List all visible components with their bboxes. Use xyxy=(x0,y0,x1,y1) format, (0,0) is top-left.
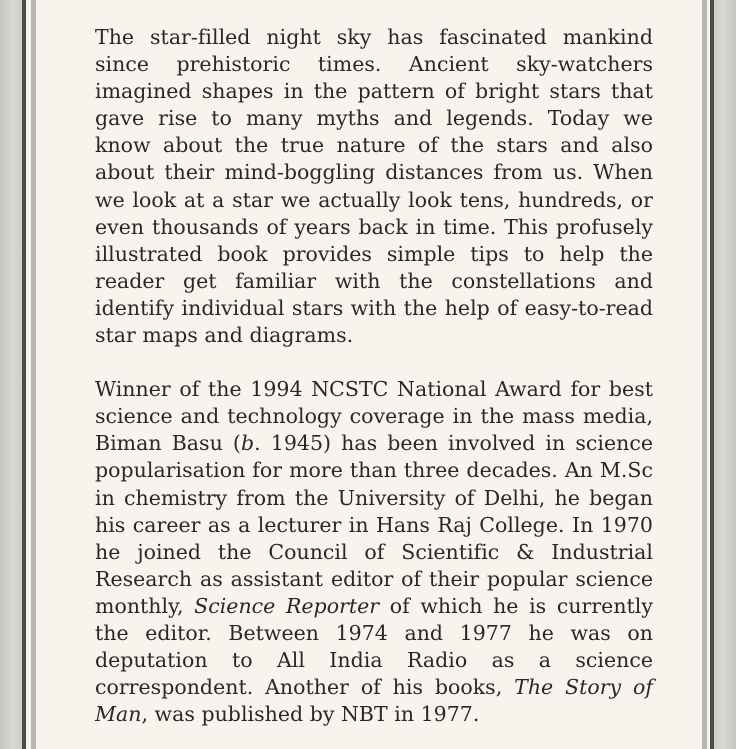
page-edge-left xyxy=(0,0,22,749)
page-edge-right xyxy=(714,0,736,749)
author-bio-paragraph xyxy=(95,376,653,728)
bio-part-1: Winner of the 1994 NCSTC National Award for best science and technology coverage in the mass media, Biman Basu ( xyxy=(95,377,653,456)
blurb-text xyxy=(95,24,653,728)
border-rule-left-outer xyxy=(22,0,26,749)
bio-part-3: of which he is currently the editor. Between 1974 and 1977 he was on deputation to All India Radio as a science correspondent. Another of his books, xyxy=(95,593,653,700)
bio-part-2: . 1945) has been involved in science popularisation for more than three decades. An M.Sc in chemistry from the University of Delhi, he began his career as a lecturer in Hans Raj College. In 1970 he joined the Council of Scientific & Industrial Research as assistant editor of their popular science monthly, xyxy=(95,431,653,618)
bio-part-4: , was published by NBT in 1977. xyxy=(141,702,480,727)
birth-abbreviation: b xyxy=(240,431,255,456)
book-title: The Story of Man xyxy=(95,675,653,727)
border-rule-right-inner xyxy=(702,0,707,749)
book-description-paragraph: The star-filled night sky has fascinated mankind since prehistoric times. Ancient sky-watchers imagined shapes in the pattern of bright stars that gave rise to many myths and legends. Today we know about the true nature of the stars and also about their mind-boggling distances from us. When we look at a star we actually look tens, hundreds, or even thousands of years back in time. This profusely illustrated book provides simple tips to help the reader get familiar with the constellations and identify individual stars with the help of easy-to-read star maps and diagrams. xyxy=(95,25,653,348)
border-rule-left-inner xyxy=(31,0,36,749)
magazine-title: Science Reporter xyxy=(194,593,380,618)
